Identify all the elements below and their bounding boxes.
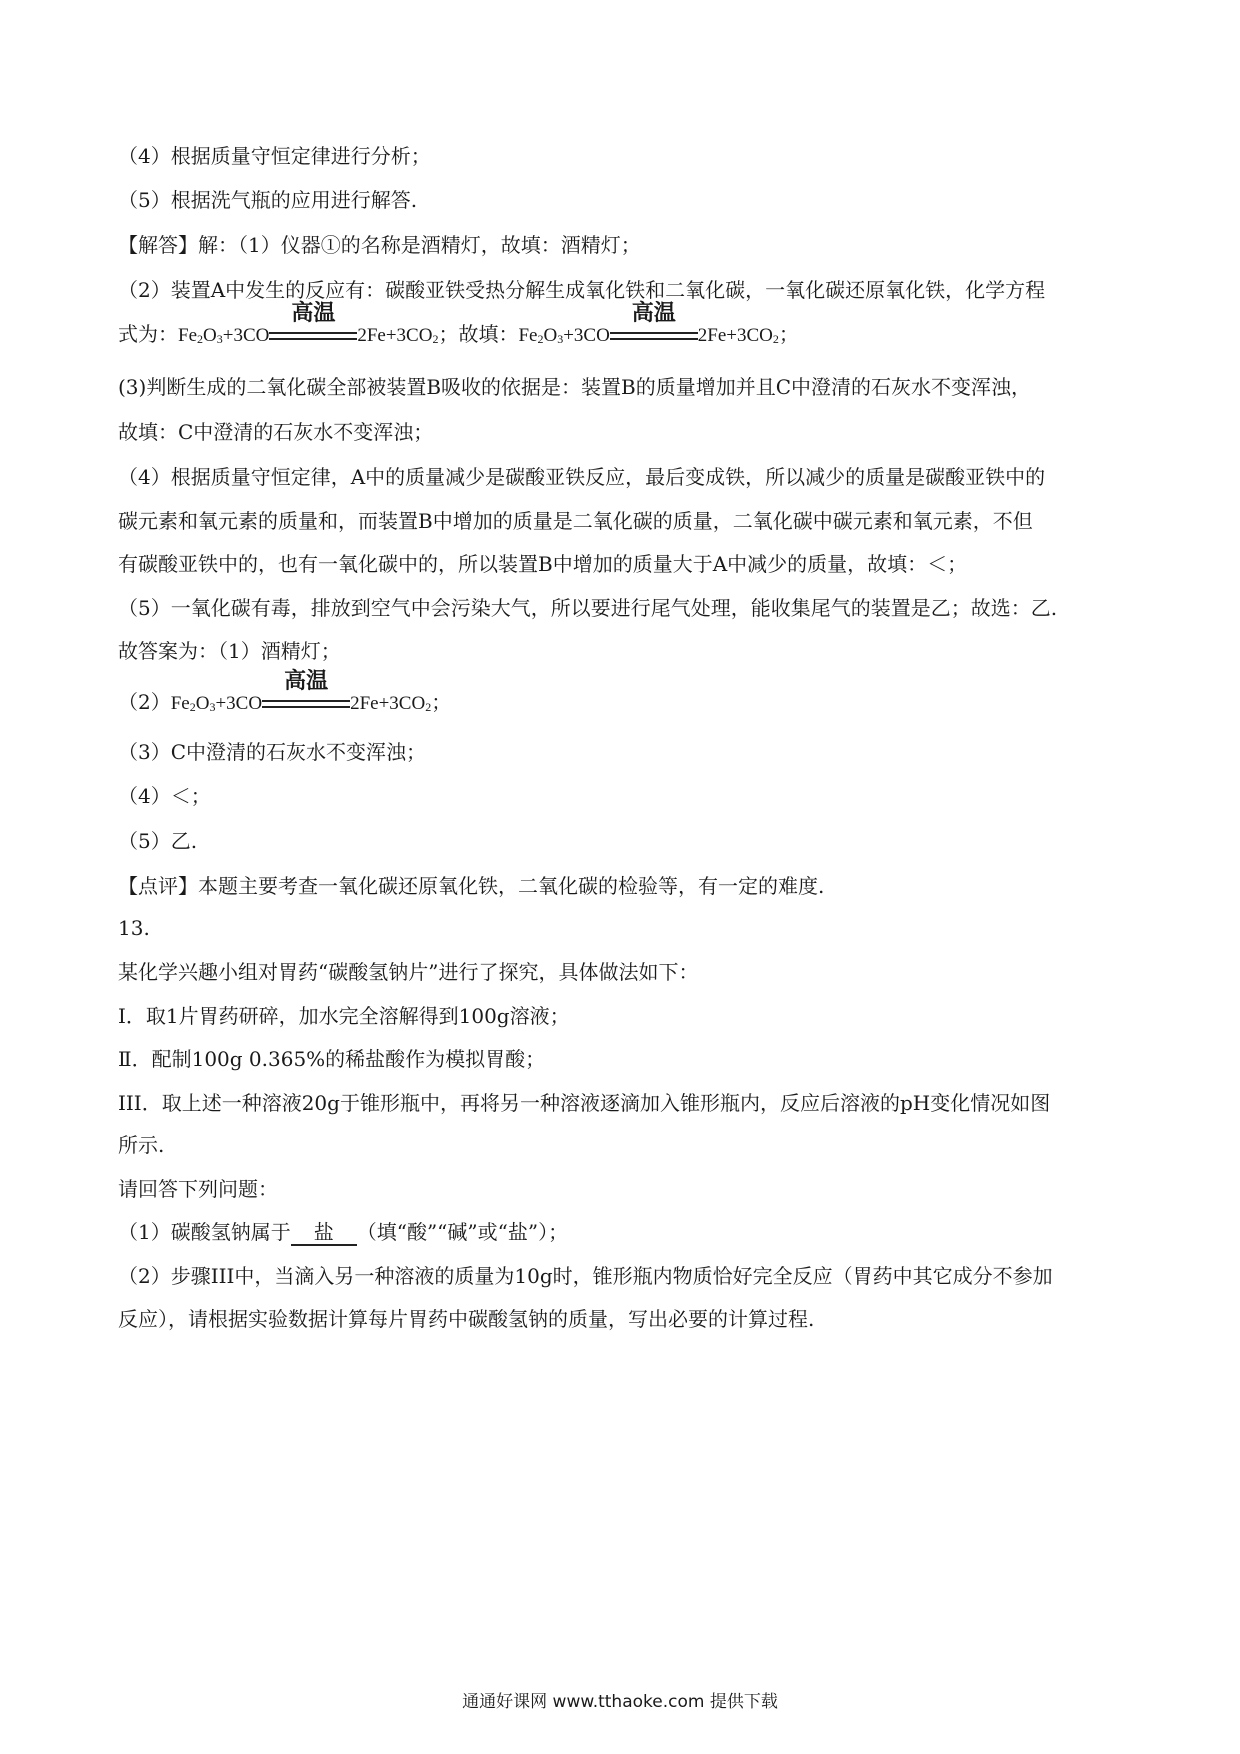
chemical-equation: $Fe_2O_3+3CO$ 高温 $2Fe+3CO_2$ xyxy=(178,301,439,346)
text-line: Ⅱ．配制100g 0.365%的稀盐酸作为模拟胃酸； xyxy=(118,1047,546,1071)
text-line: 碳元素和氧元素的质量和，而装置B中增加的质量是二氧化碳的质量，二氧化碳中碳元素和氧元素，不但 xyxy=(118,509,1033,533)
text-fragment: ；故填： xyxy=(438,322,519,346)
text-fragment: （填“酸”“碱”或“盐”）； xyxy=(356,1220,569,1244)
text-fragment: （2） xyxy=(118,690,171,714)
text-line: （5）乙. xyxy=(118,829,198,853)
text-line: 故答案为：（1）酒精灯； xyxy=(118,639,341,663)
text-fragment: ； xyxy=(778,322,799,346)
reaction-condition-arrow: 高温 xyxy=(269,320,357,348)
text-line: 【点评】本题主要考查一氧化碳还原氧化铁，二氧化碳的检验等，有一定的难度. xyxy=(118,874,825,898)
text-line: （5）根据洗气瓶的应用进行解答. xyxy=(118,188,418,212)
text-line: （3）C中澄清的石灰水不变浑浊； xyxy=(118,740,427,764)
equation-line xyxy=(118,301,1128,353)
text-line: 某化学兴趣小组对胃药“碳酸氢钠片”进行了探究，具体做法如下： xyxy=(118,960,699,984)
question-line xyxy=(118,1218,1128,1246)
answer-blank: 盐 xyxy=(291,1220,357,1246)
question-number: 13. xyxy=(118,916,150,940)
text-fragment: ； xyxy=(431,690,452,714)
text-line: 故填：C中澄清的石灰水不变浑浊； xyxy=(118,420,434,444)
text-fragment: 式为： xyxy=(118,322,178,346)
text-line: 反应），请根据实验数据计算每片胃药中碳酸氢钠的质量，写出必要的计算过程. xyxy=(118,1307,815,1331)
reaction-condition-arrow: 高温 xyxy=(610,320,698,348)
text-line: (3)判断生成的二氧化碳全部被装置B吸收的依据是：装置B的质量增加并且C中澄清的石灰水不变浑浊， xyxy=(118,375,1032,399)
text-line: （4）根据质量守恒定律进行分析； xyxy=(118,144,431,168)
page-footer: 通通好课网 www.tthaoke.com 提供下载 xyxy=(462,1692,778,1712)
chemical-equation: $Fe_2O_3+3CO$ 高温 $2Fe+3CO_2$ xyxy=(518,301,779,346)
text-line: 请回答下列问题： xyxy=(118,1177,278,1201)
text-line: III．取上述一种溶液20g于锥形瓶中，再将另一种溶液逐滴加入锥形瓶内，反应后溶液的pH变化情况如图 xyxy=(118,1091,1051,1115)
text-line: （4）根据质量守恒定律，A中的质量减少是碳酸亚铁反应，最后变成铁，所以减少的质量是碳酸亚铁中的 xyxy=(118,465,1046,489)
text-line: （2）步骤III中，当滴入另一种溶液的质量为10g时，锥形瓶内物质恰好完全反应（胃药中其它成分不参加 xyxy=(118,1264,1053,1288)
text-line: 所示. xyxy=(118,1133,165,1157)
chemical-equation: $Fe_2O_3+3CO$ 高温 $2Fe+3CO_2$ xyxy=(170,669,432,714)
text-line: 有碳酸亚铁中的，也有一氧化碳中的，所以装置B中增加的质量大于A中减少的质量，故填：＜； xyxy=(118,552,968,576)
text-line: （5）一氧化碳有毒，排放到空气中会污染大气，所以要进行尾气处理，能收集尾气的装置是乙；故选：乙. xyxy=(118,596,1058,620)
equation-line xyxy=(118,669,1128,721)
text-line: （4）＜； xyxy=(118,784,211,808)
text-line: Ⅰ．取1片胃药研碎，加水完全溶解得到100g溶液； xyxy=(118,1004,570,1028)
reaction-condition-arrow: 高温 xyxy=(262,688,350,716)
text-line: （2）装置A中发生的反应有：碳酸亚铁受热分解生成氧化铁和二氧化碳，一氧化碳还原氧化铁，化学方程 xyxy=(118,278,1046,302)
text-line: 【解答】解：（1）仪器①的名称是酒精灯，故填：酒精灯； xyxy=(118,233,641,257)
text-fragment: （1）碳酸氢钠属于 xyxy=(118,1220,291,1244)
